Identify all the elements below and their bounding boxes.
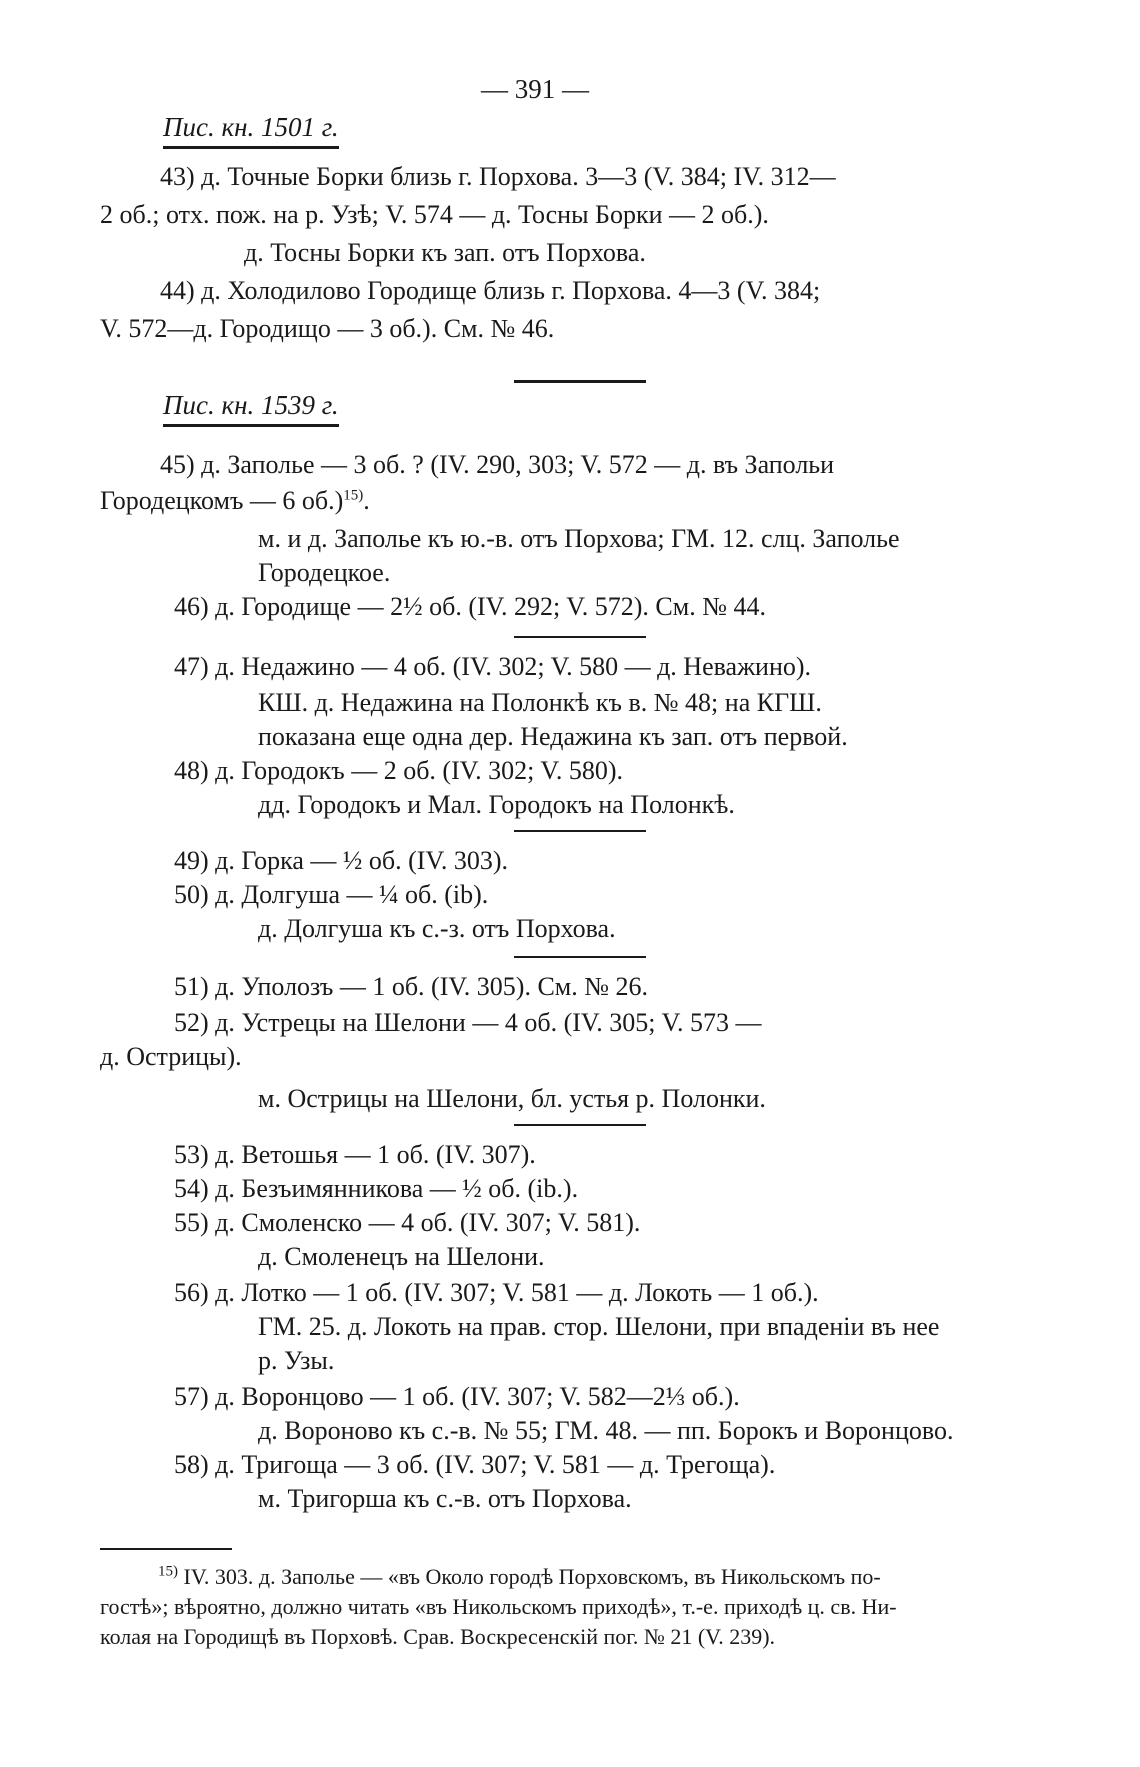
entry-53: 53) д. Ветошья — 1 об. (IV. 307). <box>174 1140 536 1169</box>
entry-46: 46) д. Городище — 2½ об. (IV. 292; V. 572). См. № 44. <box>174 592 766 621</box>
entry-49: 49) д. Горка — ½ об. (IV. 303). <box>174 846 509 875</box>
entry-56-note-2: р. Узы. <box>258 1346 335 1375</box>
footnote-separator <box>100 1548 232 1550</box>
entry-57-note: д. Вороново къ с.-в. № 55; ГМ. 48. — пп. Борокъ и Воронцово. <box>258 1416 954 1445</box>
section-divider <box>514 380 646 383</box>
entry-divider <box>514 1124 646 1126</box>
entry-47-line-1: 47) д. Недажино — 4 об. (IV. 302; V. 580 — д. Неважино). <box>174 652 812 681</box>
entry-45-line-1: 45) д. Заполье — 3 об. ? (IV. 290, 303; V. 572 — д. въ Запольи <box>160 450 835 479</box>
entry-44-line-2: V. 572—д. Городищо — 3 об.). См. № 46. <box>100 314 555 343</box>
entry-58-note: м. Тригорша къ с.-в. отъ Порхова. <box>258 1484 632 1513</box>
entry-45-line-2: Городецкомъ — 6 об.)$^{15)}$. <box>100 486 370 515</box>
footnote <box>100 1562 1040 1652</box>
entry-56-note-1: ГМ. 25. д. Локоть на прав. стор. Шелони, при впаденіи въ нее <box>258 1312 940 1341</box>
entry-57: 57) д. Воронцово — 1 об. (IV. 307; V. 582—2⅓ об.). <box>174 1382 740 1411</box>
entry-47-note-1: КШ. д. Недажина на Полонкѣ къ в. № 48; на КГШ. <box>258 688 822 717</box>
entry-54: 54) д. Безъимянникова — ½ об. (ib.). <box>174 1174 579 1203</box>
entry-50: 50) д. Долгуша — ¼ об. (ib). <box>174 880 489 909</box>
section-heading-1501: Пис. кн. 1501 г. <box>163 110 339 149</box>
section-heading-1539: Пис. кн. 1539 г. <box>163 388 339 427</box>
footnote-line-2: гостѣ»; вѣроятно, должно читать «въ Никольскомъ приходѣ», т.-е. приходѣ ц. св. Ни- <box>100 1594 897 1619</box>
entry-51: 51) д. Уполозъ — 1 об. (IV. 305). См. № 26. <box>174 972 649 1001</box>
entry-56: 56) д. Лотко — 1 об. (IV. 307; V. 581 — д. Локоть — 1 об.). <box>174 1278 819 1307</box>
entry-divider <box>514 956 646 958</box>
footnote-marker: 15) <box>158 1563 178 1580</box>
entry-52-line-2: д. Острицы). <box>100 1042 242 1071</box>
page-number: — 391 — <box>481 74 589 104</box>
entry-55: 55) д. Смоленско — 4 об. (IV. 307; V. 581). <box>174 1208 641 1237</box>
entry-47-note-2: показана еще одна дер. Недажина къ зап. отъ первой. <box>258 722 848 751</box>
entry-45-note-2: Городецкое. <box>258 558 391 587</box>
entry-45-note-1: м. и д. Заполье къ ю.-в. отъ Порхова; ГМ. 12. слц. Заполье <box>258 524 900 553</box>
footnote-line-1: $^{15)}$ IV. 303. д. Заполье — «въ Около городѣ Порховскомъ, въ Никольскомъ по- <box>158 1563 881 1589</box>
entry-48: 48) д. Городокъ — 2 об. (IV. 302; V. 580). <box>174 756 623 785</box>
entry-50-note: д. Долгуша къ с.-з. отъ Порхова. <box>258 914 616 943</box>
entry-44-line-1: 44) д. Холодилово Городище близь г. Порхова. 4—3 (V. 384; <box>160 276 821 305</box>
entry-divider <box>514 830 646 832</box>
entry-43-line-2: 2 об.; отх. пож. на р. Узѣ; V. 574 — д. Тосны Борки — 2 об.). <box>100 200 769 229</box>
entry-52-note: м. Острицы на Шелони, бл. устья р. Полонки. <box>258 1084 766 1113</box>
entry-55-note: д. Смоленецъ на Шелони. <box>258 1242 545 1271</box>
entry-48-note: дд. Городокъ и Мал. Городокъ на Полонкѣ. <box>258 790 735 819</box>
entry-52-line-1: 52) д. Устрецы на Шелони — 4 об. (IV. 305; V. 573 — <box>174 1008 762 1037</box>
entry-divider <box>514 636 646 638</box>
entry-58: 58) д. Тригоща — 3 об. (IV. 307; V. 581 — д. Трегоща). <box>174 1450 776 1479</box>
entry-43-note: д. Тосны Борки къ зап. отъ Порхова. <box>244 238 646 267</box>
footnote-line-3: колая на Городищѣ въ Порховѣ. Срав. Воскресенскій пог. № 21 (V. 239). <box>100 1624 776 1649</box>
footnote-reference: 15) <box>343 487 364 504</box>
entry-43-line-1: 43) д. Точные Борки близь г. Порхова. 3—3 (V. 384; IV. 312— <box>160 162 836 191</box>
